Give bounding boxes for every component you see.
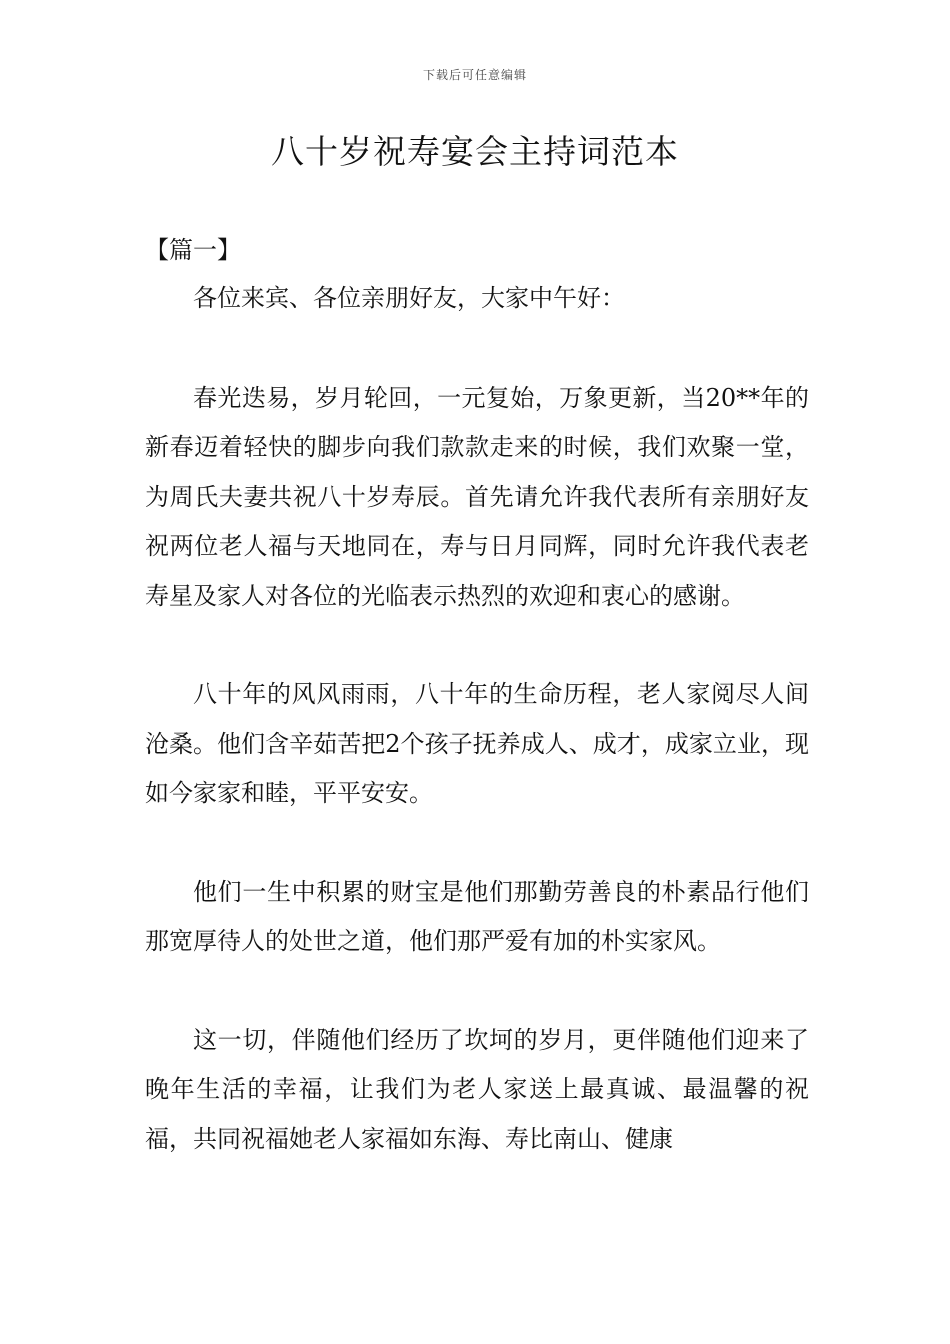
paragraph-family-values: 他们一生中积累的财宝是他们那勤劳善良的朴素品行他们那宽厚待人的处世之道，他们那严爱有加的朴实家风。 bbox=[145, 877, 809, 955]
document-title: 八十岁祝寿宴会主持词范本 bbox=[271, 132, 679, 171]
section-label: 【篇一】 bbox=[145, 236, 241, 264]
paragraph-greeting: 各位来宾、各位亲朋好友，大家中午好： bbox=[193, 284, 625, 312]
paragraph-life-history: 八十年的风风雨雨，八十年的生命历程，老人家阅尽人间沧桑。他们含辛茹苦把2个孩子抚养成人、成才，成家立业，现如今家家和睦，平平安安。 bbox=[145, 680, 809, 807]
paragraph-blessing: 这一切，伴随他们经历了坎坷的岁月，更伴随他们迎来了晚年生活的幸福，让我们为老人家送上最真诚、最温馨的祝福，共同祝福她老人家福如东海、寿比南山、健康 bbox=[145, 1025, 809, 1153]
paragraph-opening: 春光迭易，岁月轮回，一元复始，万象更新，当20**年的新春迈着轻快的脚步向我们款款走来的时候，我们欢聚一堂，为周氏夫妻共祝八十岁寿辰。首先请允许我代表所有亲朋好友祝两位老人福与天地同在，寿与日月同辉，同时允许我代表老寿星及家人对各位的光临表示热烈的欢迎和衷心的感谢。 bbox=[145, 383, 809, 610]
document-body bbox=[145, 226, 809, 1213]
header-note: 下载后可任意编辑 bbox=[422, 68, 527, 82]
